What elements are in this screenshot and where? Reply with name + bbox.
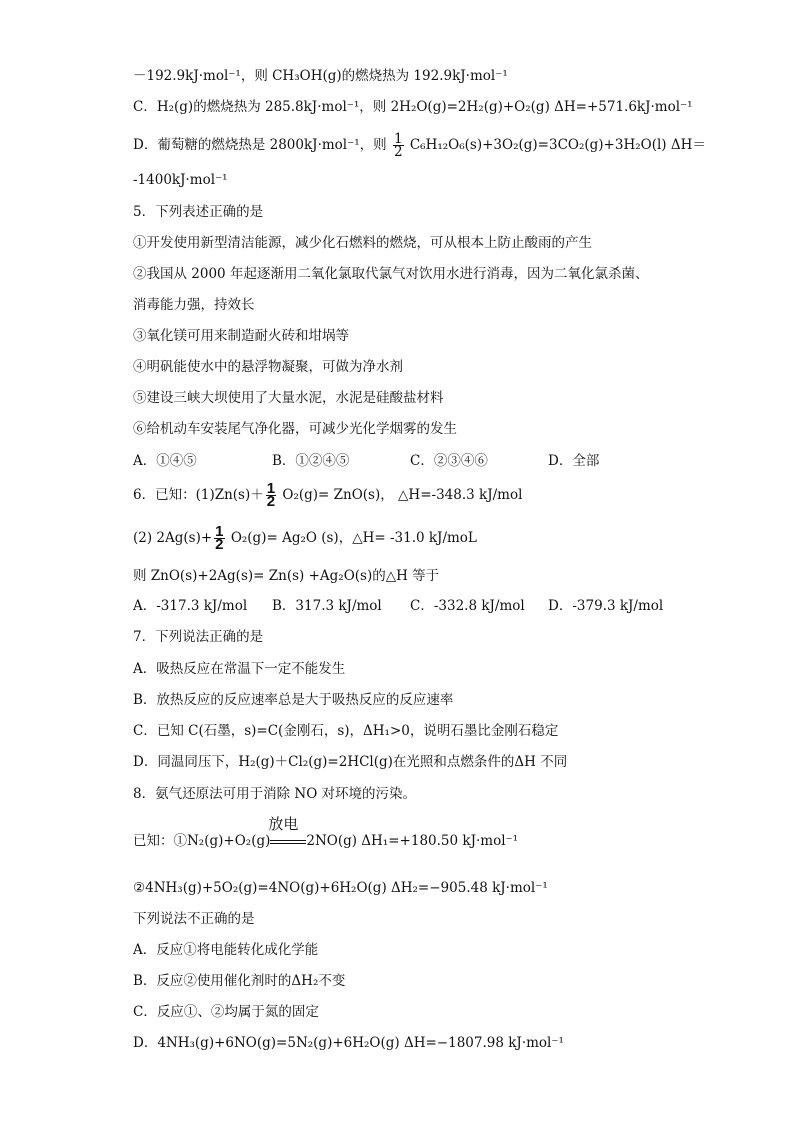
q5-statement-4: ④明矾能使水中的悬浮物凝聚，可做为净水剂 <box>133 359 403 375</box>
q8-option-d: D．4NH₃(g)+6NO(g)=5N₂(g)+6H₂O(g) ΔH=−1807.98 kJ·mol⁻¹ <box>133 1035 564 1051</box>
q4-option-d-continuation: -1400kJ·mol⁻¹ <box>133 172 228 188</box>
q4-option-b-continuation: －192.9kJ·mol⁻¹，则 CH₃OH(g)的燃烧热为 192.9kJ·mol⁻¹ <box>133 68 508 84</box>
fraction-half: $\frac{1}{2}$ <box>215 523 224 553</box>
q8-option-a: A．反应①将电能转化成化学能 <box>133 942 319 958</box>
discharge-condition: 放电 <box>268 814 299 833</box>
q6-reaction-2-prefix: (2) 2Ag(s)+ <box>133 530 213 546</box>
q5-option-c: C．②③④⑥ <box>410 453 488 469</box>
q8-stem: 8．氨气还原法可用于消除 NO 对环境的污染。 <box>133 786 417 802</box>
q7-option-a: A．吸热反应在常温下一定不能发生 <box>133 661 346 677</box>
q4-option-d-equation: C₆H₁₂O₆(s)+3O₂(g)=3CO₂(g)+3H₂O(l) ΔH＝ <box>409 137 706 153</box>
q6-option-d: D．-379.3 kJ/mol <box>548 598 664 614</box>
q8-reaction-2: ②4NH₃(g)+5O₂(g)=4NO(g)+6H₂O(g) ΔH₂=−905.48 kJ·mol⁻¹ <box>133 880 548 896</box>
q4-option-d-prefix: D．葡萄糖的燃烧热是 2800kJ·mol⁻¹，则 <box>133 137 387 153</box>
q6-reaction-1-prefix: 6．已知：(1)Zn(s)＋ <box>133 487 264 503</box>
fraction-half: $\frac{1}{2}$ <box>266 480 276 510</box>
q8-option-b: B．反应②使用催化剂时的ΔH₂不变 <box>133 973 346 989</box>
q6-question: 则 ZnO(s)+2Ag(s)= Zn(s) +Ag₂O(s)的△H 等于 <box>133 568 440 584</box>
q5-option-b: B．①②④⑤ <box>272 453 350 469</box>
q4-option-c: C．H₂(g)的燃烧热为 285.8kJ·mol⁻¹，则 2H₂O(g)=2H₂(g)+O₂(g) ΔH=+571.6kJ·mol⁻¹ <box>133 99 693 115</box>
q5-statement-2: ②我国从 2000 年起逐渐用二氧化氯取代氯气对饮用水进行消毒，因为二氧化氯杀菌、 <box>133 266 649 282</box>
q5-statement-3: ③氧化镁可用来制造耐火砖和坩埚等 <box>133 328 349 344</box>
q5-statement-1: ①开发使用新型清洁能源，减少化石燃料的燃烧，可从根本上防止酸雨的产生 <box>133 235 592 251</box>
q7-stem: 7．下列说法正确的是 <box>133 629 264 645</box>
q7-option-b: B．放热反应的反应速率总是大于吸热反应的反应速率 <box>133 692 454 708</box>
q5-option-a: A．①④⑤ <box>133 453 197 469</box>
q5-statement-6: ⑥给机动车安装尾气净化器，可减少光化学烟雾的发生 <box>133 421 457 437</box>
q6-option-b: B．317.3 kJ/mol <box>272 598 382 614</box>
q6-reaction-1-rest: O₂(g)= ZnO(s)， △H=-348.3 kJ/mol <box>282 487 523 503</box>
q6-reaction-2 <box>133 523 477 553</box>
q8-reaction-1-products: 2NO(g) ΔH₁=+180.50 kJ·mol⁻¹ <box>306 833 519 849</box>
q8-question: 下列说法不正确的是 <box>133 911 255 927</box>
q8-reaction-1-reactants: 已知：①N₂(g)+O₂(g) <box>133 833 271 849</box>
q5-statement-2-continuation: 消毒能力强，持效长 <box>133 297 255 313</box>
q6-option-c: C．-332.8 kJ/mol <box>410 598 525 614</box>
q6-reaction-1 <box>133 480 522 510</box>
q7-option-d: D．同温同压下，H₂(g)＋Cl₂(g)=2HCl(g)在光照和点燃条件的ΔH 不同 <box>133 754 568 770</box>
q8-reaction-1 <box>133 814 519 850</box>
q4-option-d <box>133 130 706 160</box>
q6-reaction-2-rest: O₂(g)= Ag₂O (s)，△H= -31.0 kJ/moL <box>230 530 477 546</box>
q5-stem: 5．下列表述正确的是 <box>133 204 264 220</box>
q7-option-c: C．已知 C(石墨，s)=C(金刚石，s)，ΔH₁>0，说明石墨比金刚石稳定 <box>133 723 559 739</box>
discharge-arrow <box>268 814 306 847</box>
q8-option-c: C．反应①、②均属于氮的固定 <box>133 1004 319 1020</box>
q5-option-d: D．全部 <box>548 453 600 469</box>
q5-statement-5: ⑤建设三峡大坝使用了大量水泥，水泥是硅酸盐材料 <box>133 390 444 406</box>
q6-option-a: A．-317.3 kJ/mol <box>133 598 248 614</box>
fraction-half: $\frac{1}{2}$ <box>393 131 403 160</box>
